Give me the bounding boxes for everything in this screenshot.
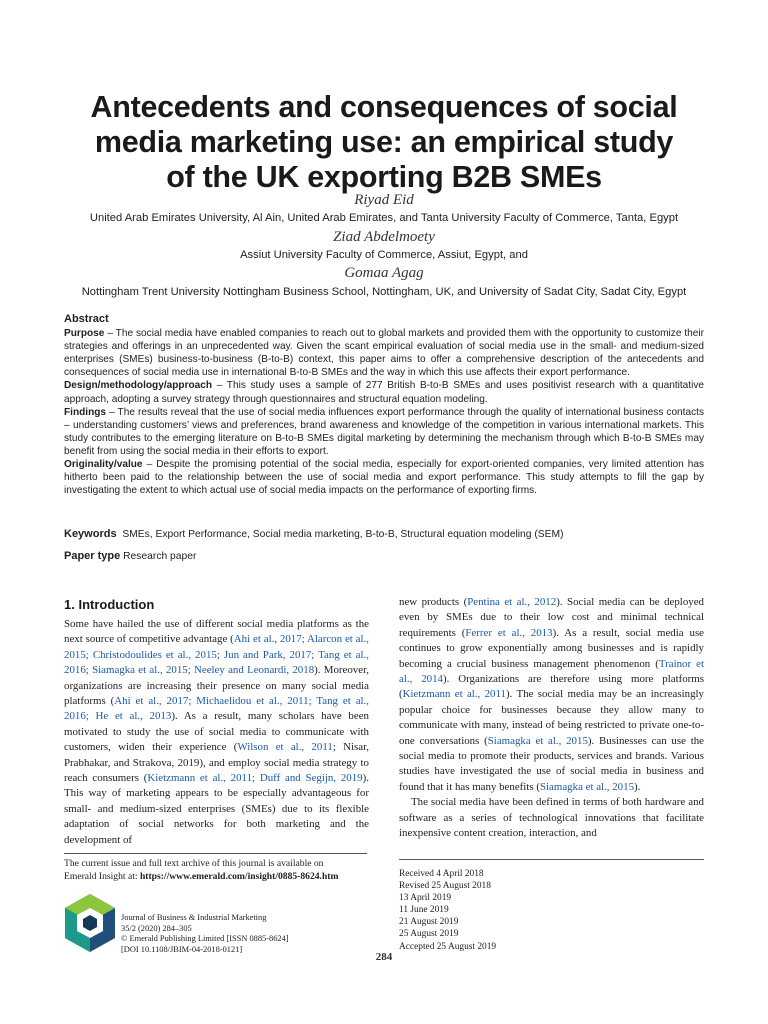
- footnote-divider-right: [399, 859, 704, 860]
- findings-text: – The results reveal that the use of social media influences export performance through the quality of international business contacts – understanding customers’ views and preferences, brand awareness and knowledge of the competition in various international markets. This study contributes to the emerging literature on B-to-B SMEs digital marketing by determining the mechanism through which B-to-B SMEs may benefit from using the social media in their efforts to export.: [64, 406, 704, 457]
- journal-doi[interactable]: [DOI 10.1108/JBIM-04-2018-0121]: [121, 944, 243, 954]
- originality-text: – Despite the promising potential of the social media, especially for export-oriented companies, very limited attention has hitherto been paid to the relationship between the use of social media and export performance. This study attempts to fill the gap by investigating the extent to which actual use of social media impacts on the performance of exporting firms.: [64, 459, 704, 497]
- intro-right-text: ). Social media can be deployed even by SMEs due to their low cost and minimal technical requirements (: [399, 596, 704, 639]
- title-line-3: of the UK exporting B2B SMEs: [166, 160, 602, 194]
- purpose-label: Purpose: [64, 328, 105, 340]
- archive-prefix: Emerald Insight at:: [64, 871, 140, 882]
- intro-left-text: ; Nisar, Prabhakar, and Strakova, 2019), and employ social media strategy to reach consumers (: [64, 741, 369, 785]
- author-name-1: Riyad Eid: [354, 192, 414, 208]
- author-affiliation-1: United Arab Emirates University, Al Ain, United Arab Emirates, and Tanta University Faculty of Commerce, Tanta, Egypt: [89, 212, 679, 224]
- intro-column-left: [64, 617, 369, 848]
- design-text: – This study uses a sample of 277 British B-to-B SMEs and uses positivist research with a quantitative approach, adopting a survey strategy through questionnaires and structural equation modeling.: [64, 380, 704, 405]
- abstract-design: [64, 379, 704, 405]
- paper-type-label: Paper type: [64, 550, 121, 562]
- emerald-logo-icon: [63, 893, 117, 953]
- title-line-2: media marketing use: an empirical study: [94, 125, 674, 159]
- received-line-4: 11 June 2019: [399, 905, 449, 916]
- keywords: [64, 528, 704, 540]
- intro-left-citation-link[interactable]: Kietzmann et al., 2011; Duff and Segijn, 2019: [147, 772, 363, 785]
- intro-left-text: ). This way of marketing appears to be especially advantageous for small- and medium-sized enterprises (SMEs) due to its flexible adaptation of social networks for both marketing and the development of: [64, 772, 369, 846]
- received-line-5: 21 August 2019: [399, 917, 459, 928]
- title-line-1: Antecedents and consequences of social: [90, 90, 678, 124]
- section-heading-introduction: 1. Introduction: [64, 597, 155, 612]
- author-affiliation-3: Nottingham Trent University Nottingham Business School, Nottingham, UK, and University of Sadat City, Sadat City, Egypt: [81, 286, 687, 298]
- intro-paragraph-1-continued: [399, 595, 704, 795]
- abstract-originality: [64, 458, 704, 497]
- paper-title: [60, 90, 708, 195]
- journal-volume: 35/2 (2020) 284–305: [121, 923, 192, 933]
- archive-link[interactable]: https://www.emerald.com/insight/0885-8624.htm: [139, 871, 339, 882]
- abstract: [64, 313, 704, 497]
- findings-label: Findings: [64, 406, 107, 418]
- intro-column-right: [399, 595, 704, 842]
- received-line-3: 13 April 2019: [399, 893, 452, 904]
- author-name-3: Gomaa Agag: [344, 265, 424, 281]
- keywords-value: SMEs, Export Performance, Social media marketing, B-to-B, Structural equation modeling (SEM): [122, 529, 564, 540]
- abstract-purpose: [64, 327, 704, 379]
- journal-info: [121, 913, 289, 955]
- received-line-7: Accepted 25 August 2019: [399, 941, 497, 952]
- archive-line-2: [64, 870, 374, 883]
- footnote-divider-left: [64, 853, 367, 854]
- intro-right-citation-link[interactable]: Trainor et al., 2014: [399, 657, 704, 686]
- journal-copyright: © Emerald Publishing Limited [ISSN 0885-8624]: [121, 934, 289, 944]
- intro-left-citation-link[interactable]: Wilson et al., 2011: [237, 741, 333, 754]
- paper-type: [64, 550, 704, 562]
- page-number: 284: [375, 951, 393, 963]
- received-line-6: 25 August 2019: [399, 929, 459, 940]
- archive-line-1: The current issue and full text archive of this journal is available on: [64, 858, 324, 869]
- author-name-2: Ziad Abdelmoety: [333, 229, 435, 245]
- intro-left-citation-link[interactable]: Ahi et al., 2017; Michaelidou et al., 2011; Tang et al., 2016; He et al., 2013: [64, 695, 369, 723]
- keywords-label: Keywords: [64, 528, 117, 540]
- originality-label: Originality/value: [64, 459, 143, 471]
- intro-right-text: ). Organizations are therefore using more platforms (: [399, 673, 704, 701]
- paper-type-value: Research paper: [123, 551, 197, 562]
- journal-name: Journal of Business & Industrial Marketing: [121, 913, 267, 922]
- intro-right-text: new products (: [399, 596, 468, 608]
- received-line-1: Received 4 April 2018: [399, 869, 484, 879]
- abstract-findings: [64, 406, 704, 458]
- received-dates: [399, 868, 496, 953]
- intro-right-text: ). As a result, social media use continues to grow exponentially among businesses and is rapidly becoming a crucial business management phenomenon (: [399, 626, 705, 670]
- intro-right-citation-link[interactable]: Pentina et al., 2012: [467, 596, 557, 608]
- intro-right-citation-link[interactable]: Siamagka et al., 2015: [539, 780, 635, 793]
- author-affiliation-2: Assiut University Faculty of Commerce, Assiut, Egypt, and: [240, 249, 528, 261]
- abstract-heading: Abstract: [64, 313, 109, 325]
- intro-paragraph-2: The social media have been defined in terms of both hardware and software as a series of technological innovations that facilitate inexpensive content creation, interaction, and: [399, 796, 704, 840]
- archive-notice: [64, 857, 374, 883]
- intro-left-text: ). As a result, many scholars have been motivated to study the use of social media to communicate with customers, widen their experience (: [64, 710, 369, 754]
- intro-right-citation-link[interactable]: Ferrer et al., 2013: [465, 626, 553, 639]
- intro-right-text: ). Businesses can use the social media to promote their products, services and brands. Various studies have investigated the use of social media in business and found that it has many benefits (: [399, 734, 705, 793]
- intro-right-text: ).: [634, 780, 641, 793]
- intro-left-text: ). Moreover, organizations are increasing their presence on many social media platforms (: [64, 664, 369, 708]
- purpose-text: – The social media have enabled companies to reach out to global markets and provided them with the opportunity to customize their strategies and offerings in an unprecedented way. Given the scant empirical evaluation of social media use in the small- and medium-sized enterprises (SMEs) business-to-business (B-to-B) context, this paper aims to offer a comprehensive description of the antecedents and consequences of social media use in international B-to-B SMEs and the way in which this use affects their export performance.: [64, 328, 704, 379]
- intro-right-citation-link[interactable]: Siamagka et al., 2015: [487, 734, 588, 747]
- intro-paragraph-1: [64, 617, 369, 848]
- intro-right-text: ). The social media may be an increasingly popular choice for businesses because they allow many to communicate with many, instead of being restricted to private one-to-one conversations (: [399, 688, 704, 747]
- design-label: Design/methodology/approach: [64, 380, 213, 392]
- intro-left-citation-link[interactable]: Ahi et al., 2017; Alarcon et al., 2015; Christodoulides et al., 2015; Jun and Park, 2017; Tang et al., 2016; Siamagka et al., 2015; Neeley and Leonardi, 2018: [64, 633, 369, 677]
- received-line-2: Revised 25 August 2018: [399, 881, 491, 892]
- intro-left-text: Some have hailed the use of different social media platforms as the next source of competitive advantage (: [64, 618, 369, 646]
- intro-right-citation-link[interactable]: Kietzmann et al., 2011: [402, 688, 506, 701]
